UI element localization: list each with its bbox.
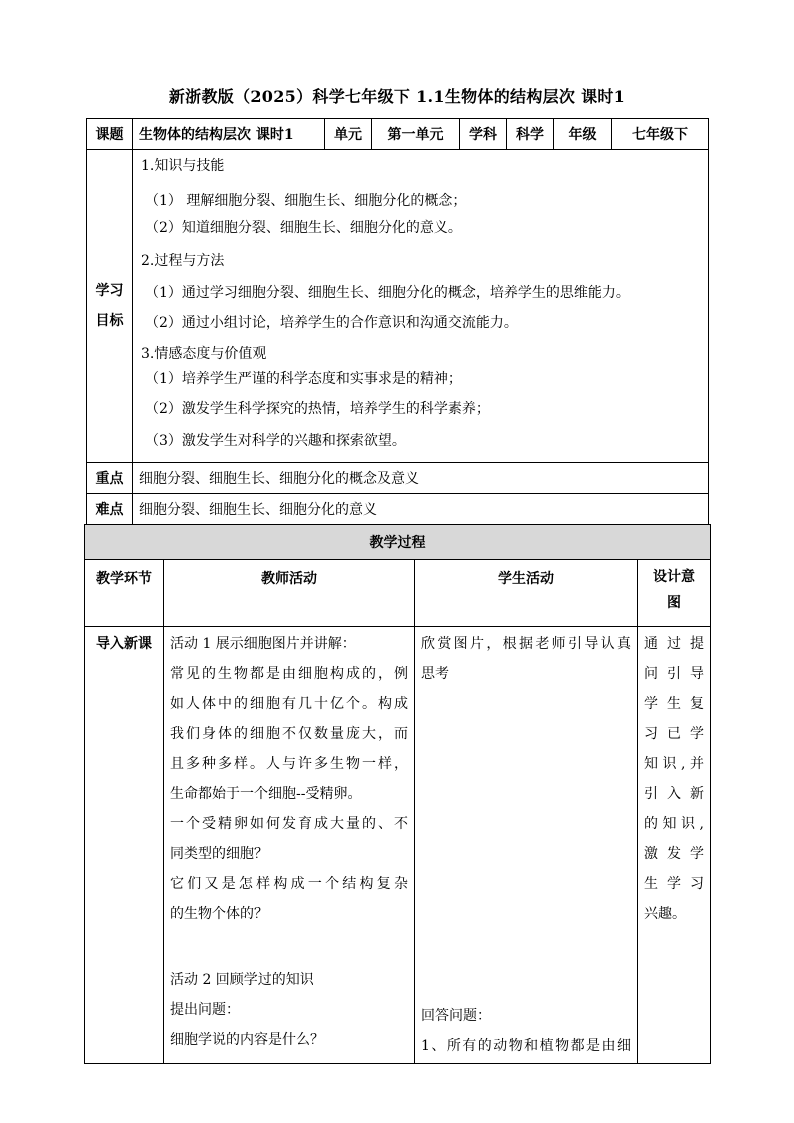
design-line: 知识,并 <box>644 756 704 772</box>
design-line: 引入新 <box>644 786 704 802</box>
teacher-line: 生命都始于一个细胞--受精卵。 <box>170 786 362 802</box>
design-line: 兴趣。 <box>644 906 686 922</box>
key-point-label: 重点 <box>87 463 133 494</box>
process-title: 教学过程 <box>85 525 711 560</box>
teacher-line: 一个受精卵如何发育成大量的、不 <box>170 816 408 832</box>
col-stage-header: 教学环节 <box>85 560 164 627</box>
col-student-header: 学生活动 <box>415 560 638 627</box>
teaching-process-table <box>84 524 711 1064</box>
key-point-value: 细胞分裂、细胞生长、细胞分化的概念及意义 <box>133 463 709 494</box>
unit-value: 第一单元 <box>372 119 460 150</box>
teacher-line: 同类型的细胞？ <box>170 846 268 862</box>
teacher-line: 它们又是怎样构成一个结构复杂 <box>170 876 408 892</box>
grade-value: 七年级下 <box>612 119 709 150</box>
teacher-line: 我们身体的细胞不仅数量庞大，而 <box>170 726 408 742</box>
design-line: 问引导 <box>644 666 704 682</box>
design-line: 通过提 <box>644 636 704 652</box>
goals-label-line1: 学习 <box>95 283 124 299</box>
goals-item: （2）激发学生科学探究的热情，培养学生的科学素养； <box>145 401 490 417</box>
student-line: 欣赏图片，根据老师引导认真 <box>421 636 631 652</box>
difficulty-label: 难点 <box>87 494 133 525</box>
goals-item: （3）激发学生对科学的兴趣和探索欲望。 <box>145 433 406 449</box>
topic-label: 课题 <box>87 119 133 150</box>
goals-item: （2）通过小组讨论，培养学生的合作意识和沟通交流能力。 <box>145 315 518 331</box>
goals-section-heading: 3.情感态度与价值观 <box>141 346 267 362</box>
grade-label: 年级 <box>554 119 612 150</box>
document-title: 新浙教版（2025）科学七年级下 1.1生物体的结构层次 课时1 <box>168 87 626 106</box>
goals-item: （1）通过学习细胞分裂、细胞生长、细胞分化的概念，培养学生的思维能力。 <box>145 285 630 301</box>
col-design-header-line1: 设计意 <box>653 569 695 585</box>
goals-label-line2: 目标 <box>95 313 124 329</box>
subject-value: 科学 <box>507 119 554 150</box>
student-line: 1、所有的动物和植物都是由细 <box>421 1038 631 1054</box>
lesson-info-table <box>86 118 709 525</box>
teacher-line: 的生物个体的？ <box>170 906 268 922</box>
design-intent-cell <box>638 627 711 1064</box>
student-line: 思考 <box>421 666 449 682</box>
design-line: 学生复 <box>644 696 704 712</box>
goals-item: （2）知道细胞分裂、细胞生长、细胞分化的意义。 <box>145 220 462 236</box>
design-line: 生学习 <box>644 876 704 892</box>
teacher-line: 活动 2 回顾学过的知识 <box>170 972 314 988</box>
stage-cell <box>85 627 164 1064</box>
col-teacher-header: 教师活动 <box>164 560 415 627</box>
goals-section-heading: 2.过程与方法 <box>141 253 225 269</box>
goals-label <box>87 150 133 463</box>
teacher-line: 活动 1 展示细胞图片并讲解： <box>170 636 356 652</box>
teacher-line: 且多种多样。人与许多生物一样， <box>170 756 408 772</box>
stage-label: 导入新课 <box>96 636 152 652</box>
teacher-line: 提出问题： <box>170 1002 240 1018</box>
design-line: 的知识, <box>644 816 704 832</box>
teacher-line: 细胞学说的内容是什么？ <box>170 1032 324 1048</box>
design-line: 激发学 <box>644 846 704 862</box>
col-design-header-line2: 图 <box>667 595 681 611</box>
goals-item: （1）培养学生严谨的科学态度和实事求是的精神； <box>145 371 462 387</box>
student-activity-cell <box>415 627 638 1064</box>
goals-section-heading: 1.知识与技能 <box>141 158 225 174</box>
goals-item: （1） 理解细胞分裂、细胞生长、细胞分化的概念； <box>145 193 467 209</box>
col-design-header <box>638 560 711 627</box>
teacher-activity-cell <box>164 627 415 1064</box>
subject-label: 学科 <box>460 119 507 150</box>
goals-content <box>133 150 709 463</box>
unit-label: 单元 <box>325 119 372 150</box>
difficulty-value: 细胞分裂、细胞生长、细胞分化的意义 <box>133 494 709 525</box>
teacher-line <box>170 929 408 959</box>
teacher-line: 如人体中的细胞有几十亿个。构成 <box>170 696 408 712</box>
design-line: 习已学 <box>644 726 704 742</box>
teacher-line: 常见的生物都是由细胞构成的，例 <box>170 666 408 682</box>
student-line: 回答问题： <box>421 1008 491 1024</box>
topic-value: 生物体的结构层次 课时1 <box>133 119 325 150</box>
